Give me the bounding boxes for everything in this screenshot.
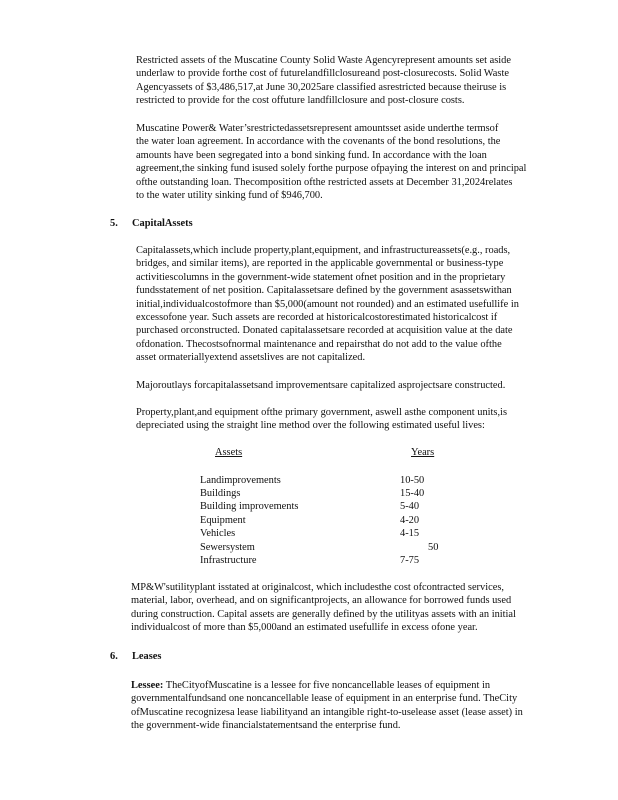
asset-name: Equipment [200,515,246,526]
asset-name: Sewersystem [200,542,255,553]
table-row [200,474,460,487]
text-line: individualcost of more than $5,000and an estimated usefullife in excess ofone year. [131,622,478,634]
text-line: bridges, and similar items), are reported in the applicable governmental or business-type [136,258,504,270]
column-header-assets [215,446,242,459]
lessee-text: TheCityofMuscatine is a lessee for five noncancellable leases of equipment in [163,680,491,691]
text-line: to the water utility sinking fund of $946,700. [136,190,323,202]
text-line: Property,plant,and equipment ofthe primary government, aswell asthe component units,is [136,407,507,418]
table-row [200,554,460,567]
text-line: Muscatine Power& Water’srestrictedassetsrepresent amountsset aside underthe termsof [136,123,499,134]
section-title: Leases [132,651,162,662]
section-number: 5. [110,218,118,229]
paragraph-mpw-utility-plant [131,581,551,635]
text-line: Restricted assets of the Muscatine County Solid Waste Agencyrepresent amounts set aside [136,55,511,66]
asset-name: Infrastructure [200,555,257,566]
section-heading-leases [110,650,161,663]
header-label: Assets [215,447,243,458]
table-row [200,541,460,554]
text-line: material, labor, overhead, and on significantprojects, an allowance for borrowed funds used [131,595,512,607]
paragraph-restricted-assets-swa [136,54,556,108]
asset-years: 4-15 [400,528,420,539]
text-line [131,679,551,692]
table-row [200,487,460,500]
text-line: fundsstatement of net position. Capitalassetsare defined by the government asassetswithan [136,285,512,297]
paragraph-major-outlays [136,379,556,392]
asset-years: 15-40 [400,488,425,499]
text-line: governmentalfundsand one noncancellable lease of equipment in an enterprise fund. TheCity [131,693,518,705]
text-line: during construction. Capital assets are generally defined by the utilityas assets with an initial [131,608,516,620]
text-line: activitiescolumns in the government-wide statement ofnet position and in the proprietary [136,271,506,283]
header-label: Years [411,447,435,458]
asset-name: Landimprovements [200,475,281,486]
paragraph-lessee [131,679,551,733]
text-line: excessofone year. Such assets are recorded at historicalcostorestimated historicalcost if [136,312,498,324]
text-line: Capitalassets,which include property,plant,equipment, and infrastructureassets(e.g., roads, [136,245,511,256]
paragraph-restricted-assets-mpw [136,122,556,202]
text-line: restricted to provide for the cost offuture landfillclosure and post-closure costs. [136,95,465,107]
text-line: the water loan agreement. In accordance with the covenants of the bond resolutions, the [136,136,501,148]
asset-years: 10-50 [400,475,425,486]
asset-years: 4-20 [400,515,420,526]
text-line: underlaw to provide forthe cost of futurelandfillclosureand post-closurecosts. Solid Waste [136,68,509,80]
text-line: ofMuscatine recognizesa lease liabilityand an intangible right-to-uselease asset (lease asset) in [131,706,523,718]
text-line: Agencyassets of $3,486,517,at June 30,2025are classified asrestricted because theiruse is [136,81,507,93]
text-line: depreciated using the straight line method over the following estimated useful lives: [136,420,485,432]
text-line: Majoroutlays forcapitalassetsand improvementsare capitalized asprojectsare constructed. [136,380,506,391]
section-title: CapitalAssets [132,218,193,229]
asset-name: Vehicles [200,528,236,539]
text-line: initial,individualcostofmore than $5,000(amount not rounded) and an estimated usefullife in [136,298,519,310]
asset-years: 50 [428,542,439,553]
column-header-years [411,446,434,459]
section-heading-capital-assets [110,217,193,230]
paragraph-depreciation [136,406,556,433]
text-line: purchased orconstructed. Donated capitalassetsare recorded at acquisition value at the date [136,325,513,337]
paragraph-capital-assets-definition [136,244,556,365]
text-line: ofthe outstanding loan. Thecomposition ofthe restricted assets at December 31,2024relates [136,176,513,188]
text-line: MP&W'sutilityplant isstated at originalcost, which includesthe cost ofcontracted services, [131,582,504,593]
lessee-label: Lessee: [131,680,164,691]
asset-years: 5-40 [400,501,420,512]
table-row [200,514,460,527]
table-row [200,527,460,540]
text-line: ofdonation. Thecostsofnormal maintenance and repairsthat do not add to the value ofthe [136,338,502,350]
text-line: agreement,the sinking fund isused solely forthe purpose ofpaying the interest on and principal [136,163,527,175]
table-row [200,500,460,513]
text-line: amounts have been segregated into a bond sinking fund. In accordance with the loan [136,149,487,161]
text-line: the government-wide financialstatementsand the enterprise fund. [131,720,401,732]
text-line: asset ormateriallyextend assetslives are not capitalized. [136,352,366,364]
asset-years: 7-75 [400,555,420,566]
asset-name: Building improvements [200,501,299,512]
asset-name: Buildings [200,488,241,499]
section-number: 6. [110,651,118,662]
